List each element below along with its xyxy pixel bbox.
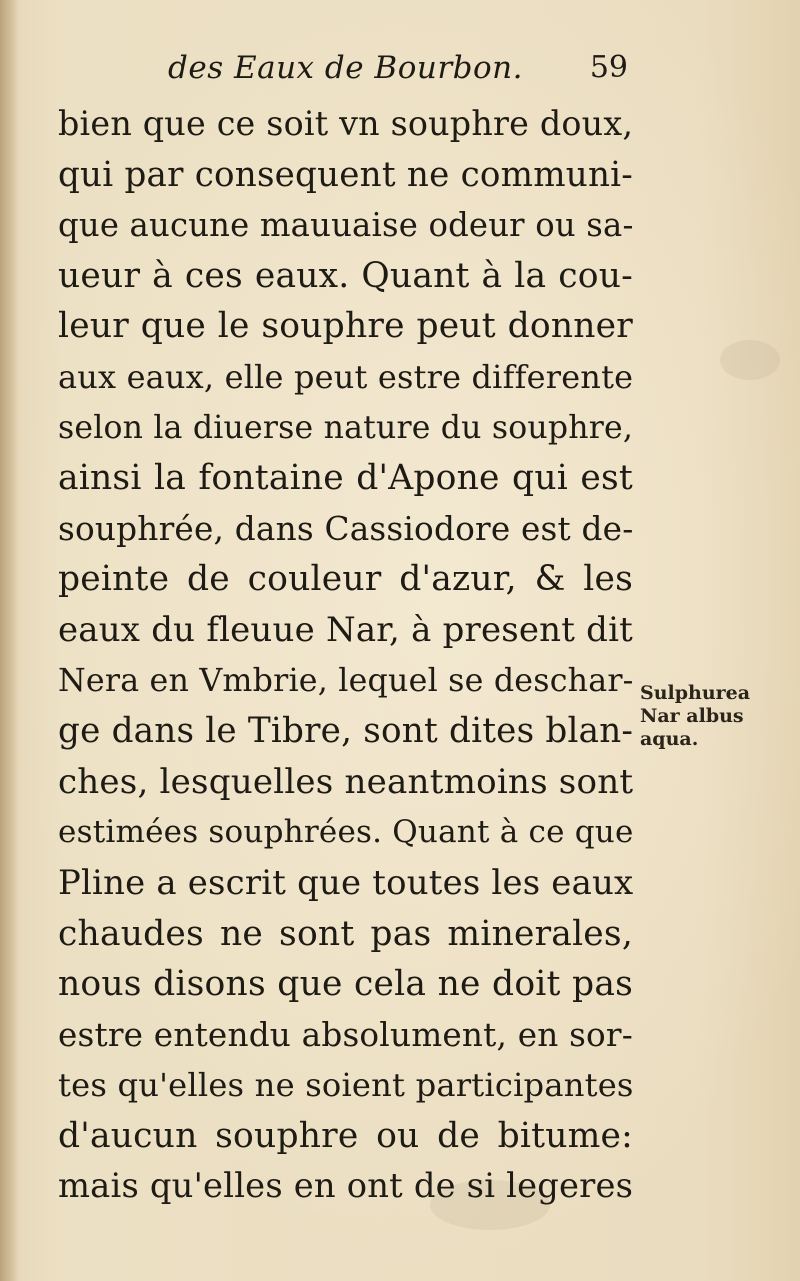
text-line: ueur à ces eaux. Quant à la cou-: [58, 255, 633, 296]
text-line: Nera en Vmbrie, lequel se deschar-: [58, 662, 634, 699]
book-gutter: [0, 0, 18, 1281]
text-line: ainsi la fontaine d'Apone qui est: [58, 458, 633, 499]
running-head: [168, 48, 630, 88]
marginal-note: [640, 682, 790, 751]
text-line: tes qu'elles ne soient participantes: [58, 1066, 634, 1105]
text-line: peinte de couleur d'azur, & les: [58, 559, 633, 600]
body-text: [58, 99, 633, 1212]
marginal-note-line: Nar albus: [640, 705, 744, 727]
page-number: 59: [589, 50, 628, 85]
marginal-note-line: Sulphurea: [640, 682, 751, 704]
text-line: souphrée, dans Cassiodore est de-: [58, 509, 634, 548]
text-line: ches, lesquelles neantmoins sont: [58, 761, 634, 802]
paper-stain: [720, 340, 780, 380]
text-line: eaux du fleuue Nar, à present dit: [58, 609, 633, 650]
text-line: nous disons que cela ne doit pas: [58, 964, 633, 1005]
text-line: selon la diuerse nature du souphre,: [58, 409, 634, 446]
text-line: bien que ce soit vn souphre doux,: [58, 104, 634, 143]
text-line: estre entendu absolument, en sor-: [58, 1015, 633, 1054]
text-line: estimées souphrées. Quant à ce que: [58, 814, 634, 851]
text-line: ge dans le Tibre, sont dites blan-: [58, 711, 634, 752]
text-line: leur que le souphre peut donner: [58, 306, 633, 347]
marginal-note-line: aqua.: [640, 728, 699, 750]
text-line: d'aucun souphre ou de bitume:: [58, 1115, 633, 1156]
running-title: des Eaux de Bourbon.: [168, 50, 523, 86]
text-line: chaudes ne sont pas minerales,: [58, 913, 633, 954]
text-line: mais qu'elles en ont de si legeres: [58, 1166, 634, 1206]
text-line: que aucune mauuaise odeur ou sa-: [58, 206, 634, 245]
text-line: qui par consequent ne communi-: [58, 154, 633, 195]
text-line: Pline a escrit que toutes les eaux: [58, 862, 634, 902]
text-line: aux eaux, elle peut estre differente: [58, 357, 634, 396]
